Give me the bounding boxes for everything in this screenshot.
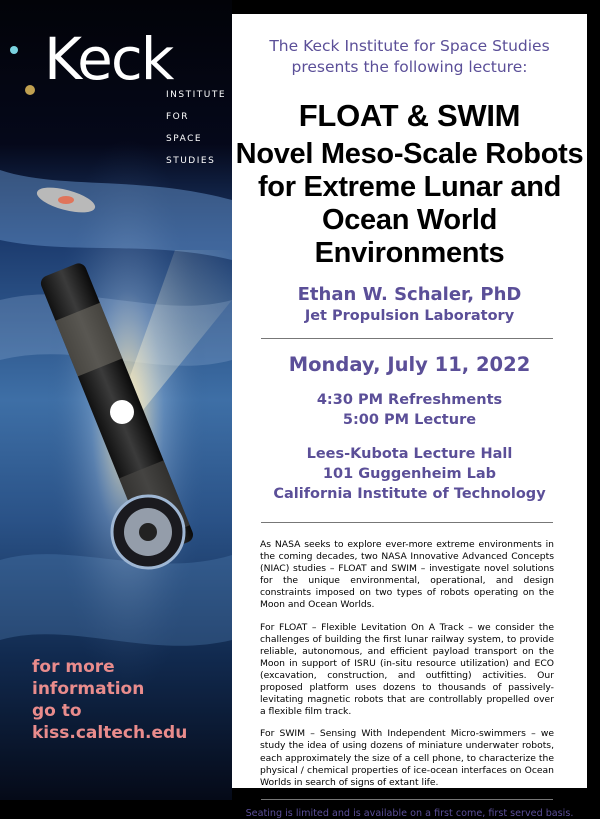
event-times [232,390,587,430]
keck-logo-wordmark: Keck [44,25,173,93]
info-line: go to [32,701,82,721]
info-line: for more [32,657,115,677]
lecture-time: 5:00 PM Lecture [342,412,477,428]
logo-line-studies: STUDIES [166,156,216,166]
info-url-link[interactable]: kiss.caltech.edu [32,723,188,743]
speaker-affiliation: Jet Propulsion Laboratory [304,308,515,324]
venue-hall: Lees-Kubota Lecture Hall [306,446,513,462]
divider [261,522,553,523]
title-line-5: Environments [314,237,505,269]
more-info-block [32,656,232,744]
title-line-2: Novel Meso-Scale Robots [235,138,584,170]
seating-notice: Seating is limited and is available on a first come, first served basis. [245,807,574,819]
event-date: Monday, July 11, 2022 [288,353,531,376]
venue-institution: California Institute of Technology [273,486,546,502]
presenter-line [232,36,587,78]
info-line: information [32,679,145,699]
presenter-org: The Keck Institute for Space Studies [269,37,550,55]
lecture-details-panel [232,14,587,819]
abstract [260,539,554,789]
abstract-intro: As NASA seeks to explore ever-more extreme environments in the coming decades, two NASA Innovative Advanced Concepts (NIAC) studies – FLOAT and SWIM – investigate novel solutions for the unique environmental, operational, and design constraints imposed on two types of robots operating on the Moon and Ocean Worlds. [260,539,554,611]
speaker-name: Ethan W. Schaler, PhD [297,284,522,305]
title-line-4: Ocean World [321,204,498,236]
artwork-panel [0,0,232,800]
title-line-1: FLOAT & SWIM [298,98,521,133]
lecture-title [232,98,587,270]
event-venue [232,444,587,504]
logo-line-for: FOR [166,112,190,122]
logo-line-space: SPACE [166,134,203,144]
venue-building: 101 Guggenheim Lab [322,466,497,482]
title-line-3: for Extreme Lunar and [257,171,562,203]
institute-name-lines [166,84,226,172]
logo-line-institute: INSTITUTE [166,90,227,100]
abstract-float: For FLOAT – Flexible Levitation On A Track – we consider the challenges of building the first lunar railway system, to provide reliable, autonomous, and efficient payload transport on the Moon in support of ISRU (in-situ resource utilization) and ECO (excavation, construction, and outfitting) activities. Our proposed platform uses dozens to thousands of passively-levitating magnetic robots that are controllably propelled over a flexible film track. [260,621,554,718]
presenter-subtitle: presents the following lecture: [291,58,528,76]
refreshments-time: 4:30 PM Refreshments [316,392,503,408]
divider [261,338,553,339]
abstract-swim: For SWIM – Sensing With Independent Micro-swimmers – we study the idea of using dozens of miniature underwater robots, each approximately the size of a cell phone, to characterize the physical / chemical properties of ice-ocean interfaces on Ocean Worlds in search of signs of extant life. [260,728,554,788]
